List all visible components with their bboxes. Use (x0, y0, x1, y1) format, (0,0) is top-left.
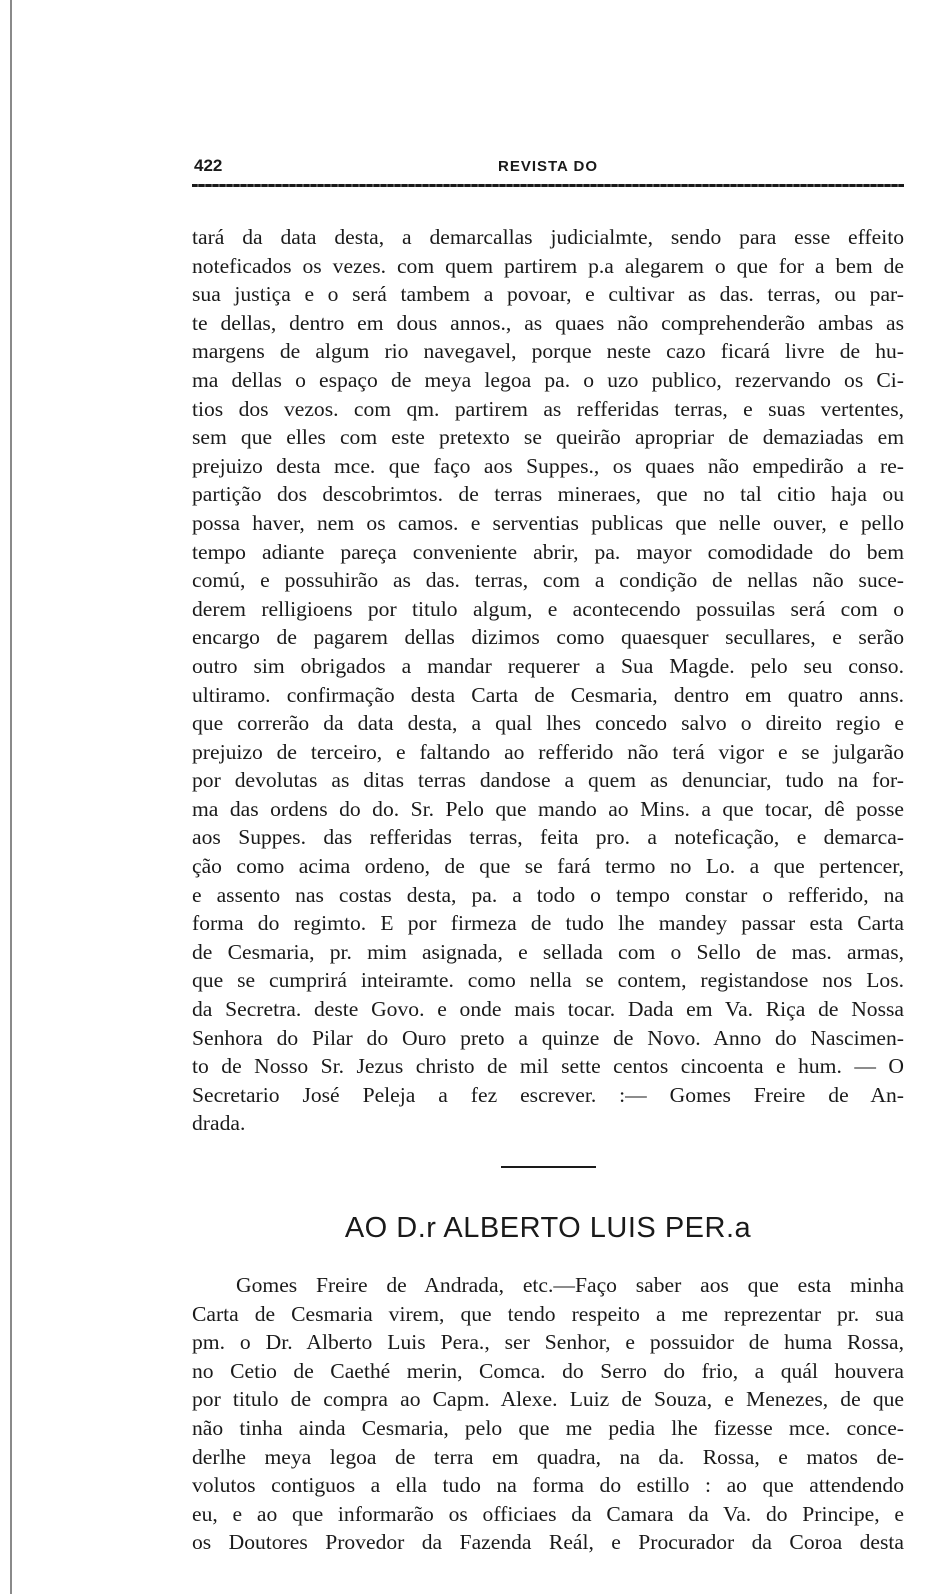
text-line: partição dos descobrimtos. de terras mineraes, que no tal citio haja ou (192, 482, 904, 507)
text-line: forma do regimto. E por firmeza de tudo lhe mandey passar esta Carta (192, 911, 904, 936)
text-line: derlhe meya legoa de terra em quadra, na da. Rossa, e matos de- (192, 1444, 904, 1469)
text-line: prejuizo desta mce. que faço aos Suppes., os quaes não empedirão a re- (192, 453, 904, 478)
text-line: tempo adiante pareça conveniente abrir, pa. mayor comodidade do bem (192, 539, 904, 564)
text-line: Senhora do Pilar do Ouro preto a quinze de Novo. Anno do Nascimen- (192, 1025, 904, 1050)
text-line: sua justiça e o será tambem a povoar, e cultivar as das. terras, ou par- (192, 282, 904, 307)
text-line: possa haver, nem os camos. e serventias publicas que nelle ouver, e pello (192, 510, 904, 535)
text-line: drada. (192, 1111, 246, 1136)
page-number: 422 (194, 156, 223, 175)
text-line: to de Nosso Sr. Jezus christo de mil sette centos cincoenta e hum. — O (192, 1054, 904, 1079)
text-line: noteficados os vezes. com quem partirem p.a alegarem o que for a bem de (192, 253, 904, 278)
text-line: Secretario José Peleja a fez escrever. :— Gomes Freire de An- (192, 1082, 904, 1107)
text-line: Gomes Freire de Andrada, etc.—Faço saber aos que esta minha (236, 1273, 904, 1297)
text-line: e assento nas costas desta, pa. a todo o tempo constar o refferido, na (192, 882, 904, 907)
paragraph-2 (192, 1271, 904, 1557)
text-line: pm. o Dr. Alberto Luis Pera., ser Senhor, e possuidor de huma Rossa, (192, 1330, 904, 1355)
text-line: comú, e possuhirão as das. terras, com a condição de nellas não suce- (192, 568, 904, 593)
text-line: Carta de Cesmaria virem, que tendo respeito a me reprezentar pr. sua (192, 1301, 904, 1326)
running-title: REVISTA DO (497, 158, 598, 175)
text-line: margens de algum rio navegavel, porque neste cazo ficará livre de hu- (192, 339, 904, 364)
text-line: de Cesmaria, pr. mim asignada, e sellada com o Sello de mas. armas, (192, 939, 904, 964)
text-line: derem relligioens por titulo algum, e acontecendo possuilas será com o (192, 596, 904, 621)
section-title: AO D.r ALBERTO LUIS PER.a (344, 1212, 752, 1244)
text-line: prejuizo de terceiro, e faltando ao refferido não terá vigor e se julgarão (192, 739, 904, 764)
text-line: que correrão da data desta, a qual lhes concedo salvo o direito regio e (192, 711, 904, 736)
text-line: por titulo de compra ao Capm. Alexe. Luiz de Souza, e Menezes, de que (192, 1387, 904, 1412)
book-page (192, 152, 904, 1557)
text-line: sem que elles com este pretexto se queirão apropriar de demaziadas em (192, 425, 904, 450)
text-line: encargo de pagarem dellas dizimos como quaesquer secullares, e serão (192, 625, 904, 650)
text-line: aos Suppes. das refferidas terras, feita pro. a noteficação, e demarca- (192, 825, 904, 850)
text-line: ma dellas o espaço de meya legoa pa. o uzo publico, rezervando os Ci- (192, 367, 904, 392)
text-line: tará da data desta, a demarcallas judicialmte, sendo para esse effeito (192, 225, 904, 249)
text-line: volutos contiguos a ella tudo na forma do estillo : ao que attendendo (192, 1473, 904, 1498)
text-line: outro sim obrigados a mandar requerer a Sua Magde. pelo seu conso. (192, 653, 904, 678)
text-line: tios dos vezos. com qm. partirem as refferidas terras, e suas vertentes, (192, 396, 904, 421)
text-line: eu, e ao que informarão os officiaes da Camara da Va. do Principe, e (192, 1501, 904, 1526)
text-line: que se cumprirá inteiramte. como nella se contem, registandose nos Los. (192, 968, 904, 993)
text-line: ma das ordens do do. Sr. Pelo que mando ao Mins. a que tocar, dê posse (192, 796, 904, 821)
text-line: no Cetio de Caethé merin, Comca. do Serro do frio, a quál houvera (192, 1358, 904, 1383)
text-line: ção como acima ordeno, de que se fará termo no Lo. a que pertencer, (192, 854, 904, 879)
binding-edge (10, 0, 12, 1594)
text-line: por devolutas as ditas terras dandose a quem as denunciar, tudo na for- (192, 768, 904, 793)
header-rule (192, 184, 904, 187)
paragraph-1 (192, 223, 904, 1138)
text-line: os Doutores Provedor da Fazenda Reál, e Procurador da Coroa desta (192, 1530, 904, 1555)
text-line: te dellas, dentro em dous annos., as quaes não comprehenderão ambas as (192, 310, 904, 335)
section-divider (501, 1166, 596, 1168)
text-line: não tinha ainda Cesmaria, pelo que me pedia lhe fizesse mce. conce- (192, 1415, 904, 1440)
text-line: da Secretra. deste Govo. e onde mais tocar. Dada em Va. Riça de Nossa (192, 997, 904, 1022)
text-line: ultiramo. confirmação desta Carta de Cesmaria, dentro em quatro anns. (192, 682, 904, 707)
running-header (192, 152, 904, 182)
